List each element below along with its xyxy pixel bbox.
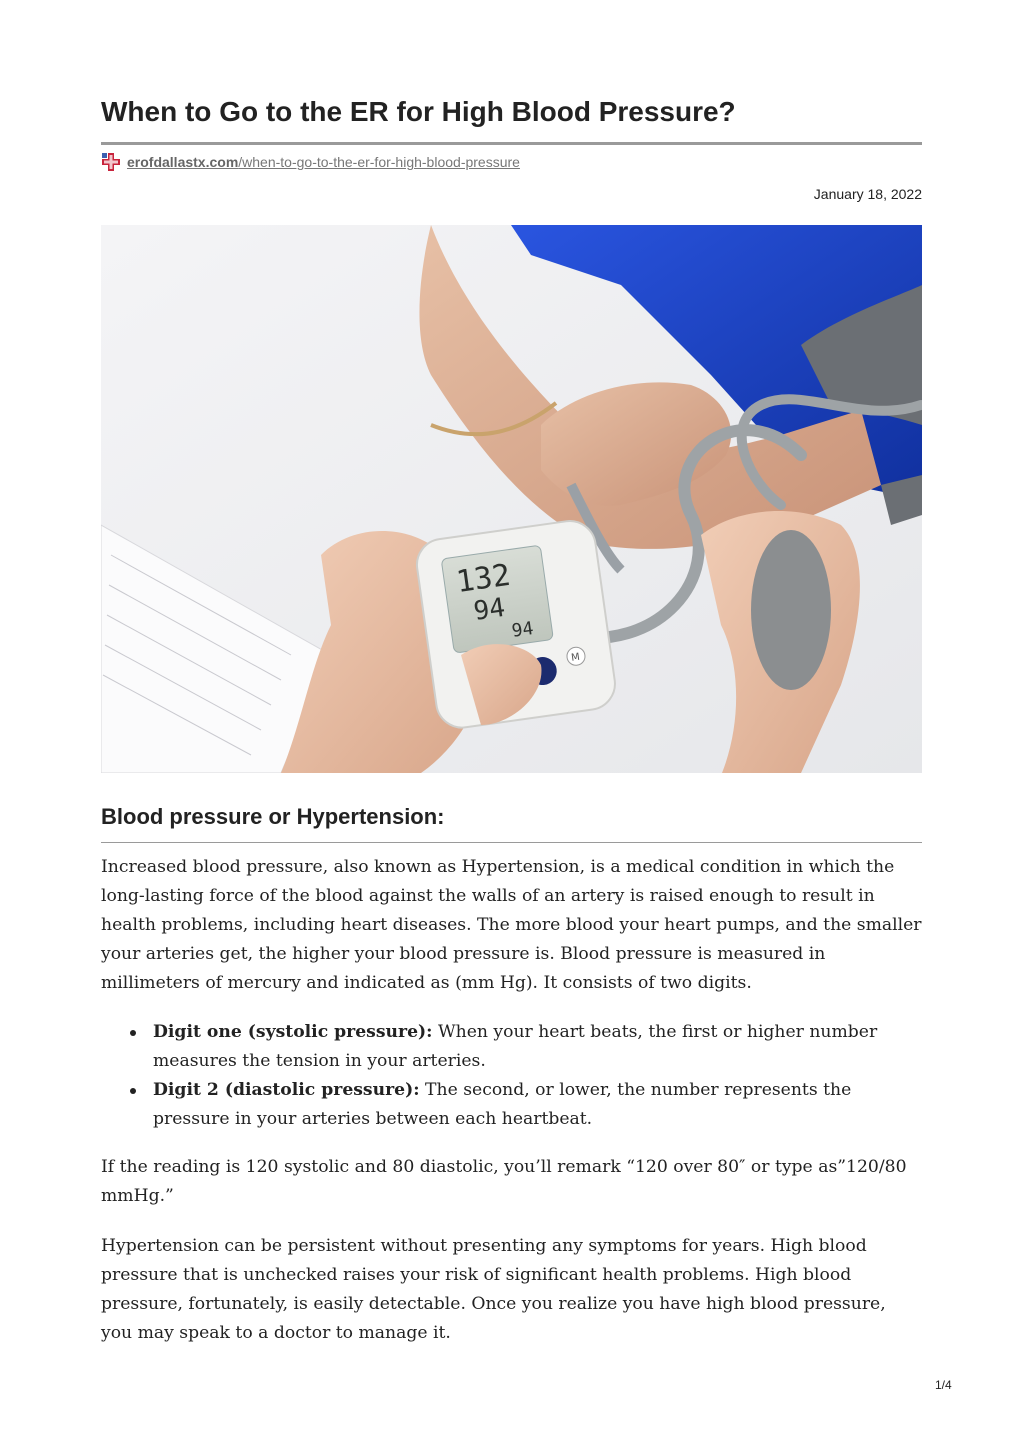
source-url-link[interactable] — [127, 154, 520, 170]
publish-date: January 18, 2022 — [813, 186, 922, 202]
paragraph-persistence: Hypertension can be persistent without presenting any symptoms for years. High blood pressure that is unchecked raises your risk of significant health problems. High blood pressure, fortunately, is easily detectable. Once you realize you have high blood pressure, you may speak to a doctor to manage it. — [101, 1236, 886, 1343]
list-item-term: Digit 2 (diastolic pressure): — [153, 1080, 420, 1100]
monitor-systolic: 132 — [454, 557, 513, 600]
source-link-row — [101, 150, 520, 174]
paragraph-reading-example: If the reading is 120 systolic and 80 diastolic, you’ll remark “120 over 80″ or type as”120/80 mmHg.” — [101, 1157, 907, 1206]
section-divider — [101, 842, 922, 843]
hero-image — [101, 225, 922, 773]
paragraph-intro: Increased blood pressure, also known as Hypertension, is a medical condition in which the long-lasting force of the blood against the walls of an artery is raised enough to result in health problems, including heart diseases. The more blood your heart pumps, and the smaller your arteries get, the higher your blood pressure is. Blood pressure is measured in millimeters of mercury and indicated as (mm Hg). It consists of two digits. — [101, 857, 922, 993]
list-item-text: The second, or lower, the number represents the pressure in your arteries between each heartbeat. — [153, 1080, 852, 1129]
digits-list — [101, 1018, 922, 1134]
blood-pressure-photo — [101, 225, 922, 773]
monitor-m-button: M — [570, 651, 581, 664]
source-domain: erofdallastx.com — [127, 154, 239, 170]
section-heading: Blood pressure or Hypertension: — [101, 804, 445, 829]
title-divider — [101, 142, 922, 145]
monitor-pulse: 94 — [510, 618, 535, 642]
list-item — [101, 1018, 922, 1076]
source-path: /when-to-go-to-the-er-for-high-blood-pressure — [238, 154, 520, 170]
monitor-diastolic: 94 — [471, 592, 507, 627]
list-item-term: Digit one (systolic pressure): — [153, 1022, 433, 1042]
site-favicon-icon — [101, 152, 121, 172]
page-title: When to Go to the ER for High Blood Pressure? — [101, 96, 736, 127]
list-item-text: When your heart beats, the first or higher number measures the tension in your arteries. — [153, 1022, 878, 1071]
list-item — [101, 1076, 922, 1134]
page-number: 1/4 — [935, 1378, 952, 1392]
